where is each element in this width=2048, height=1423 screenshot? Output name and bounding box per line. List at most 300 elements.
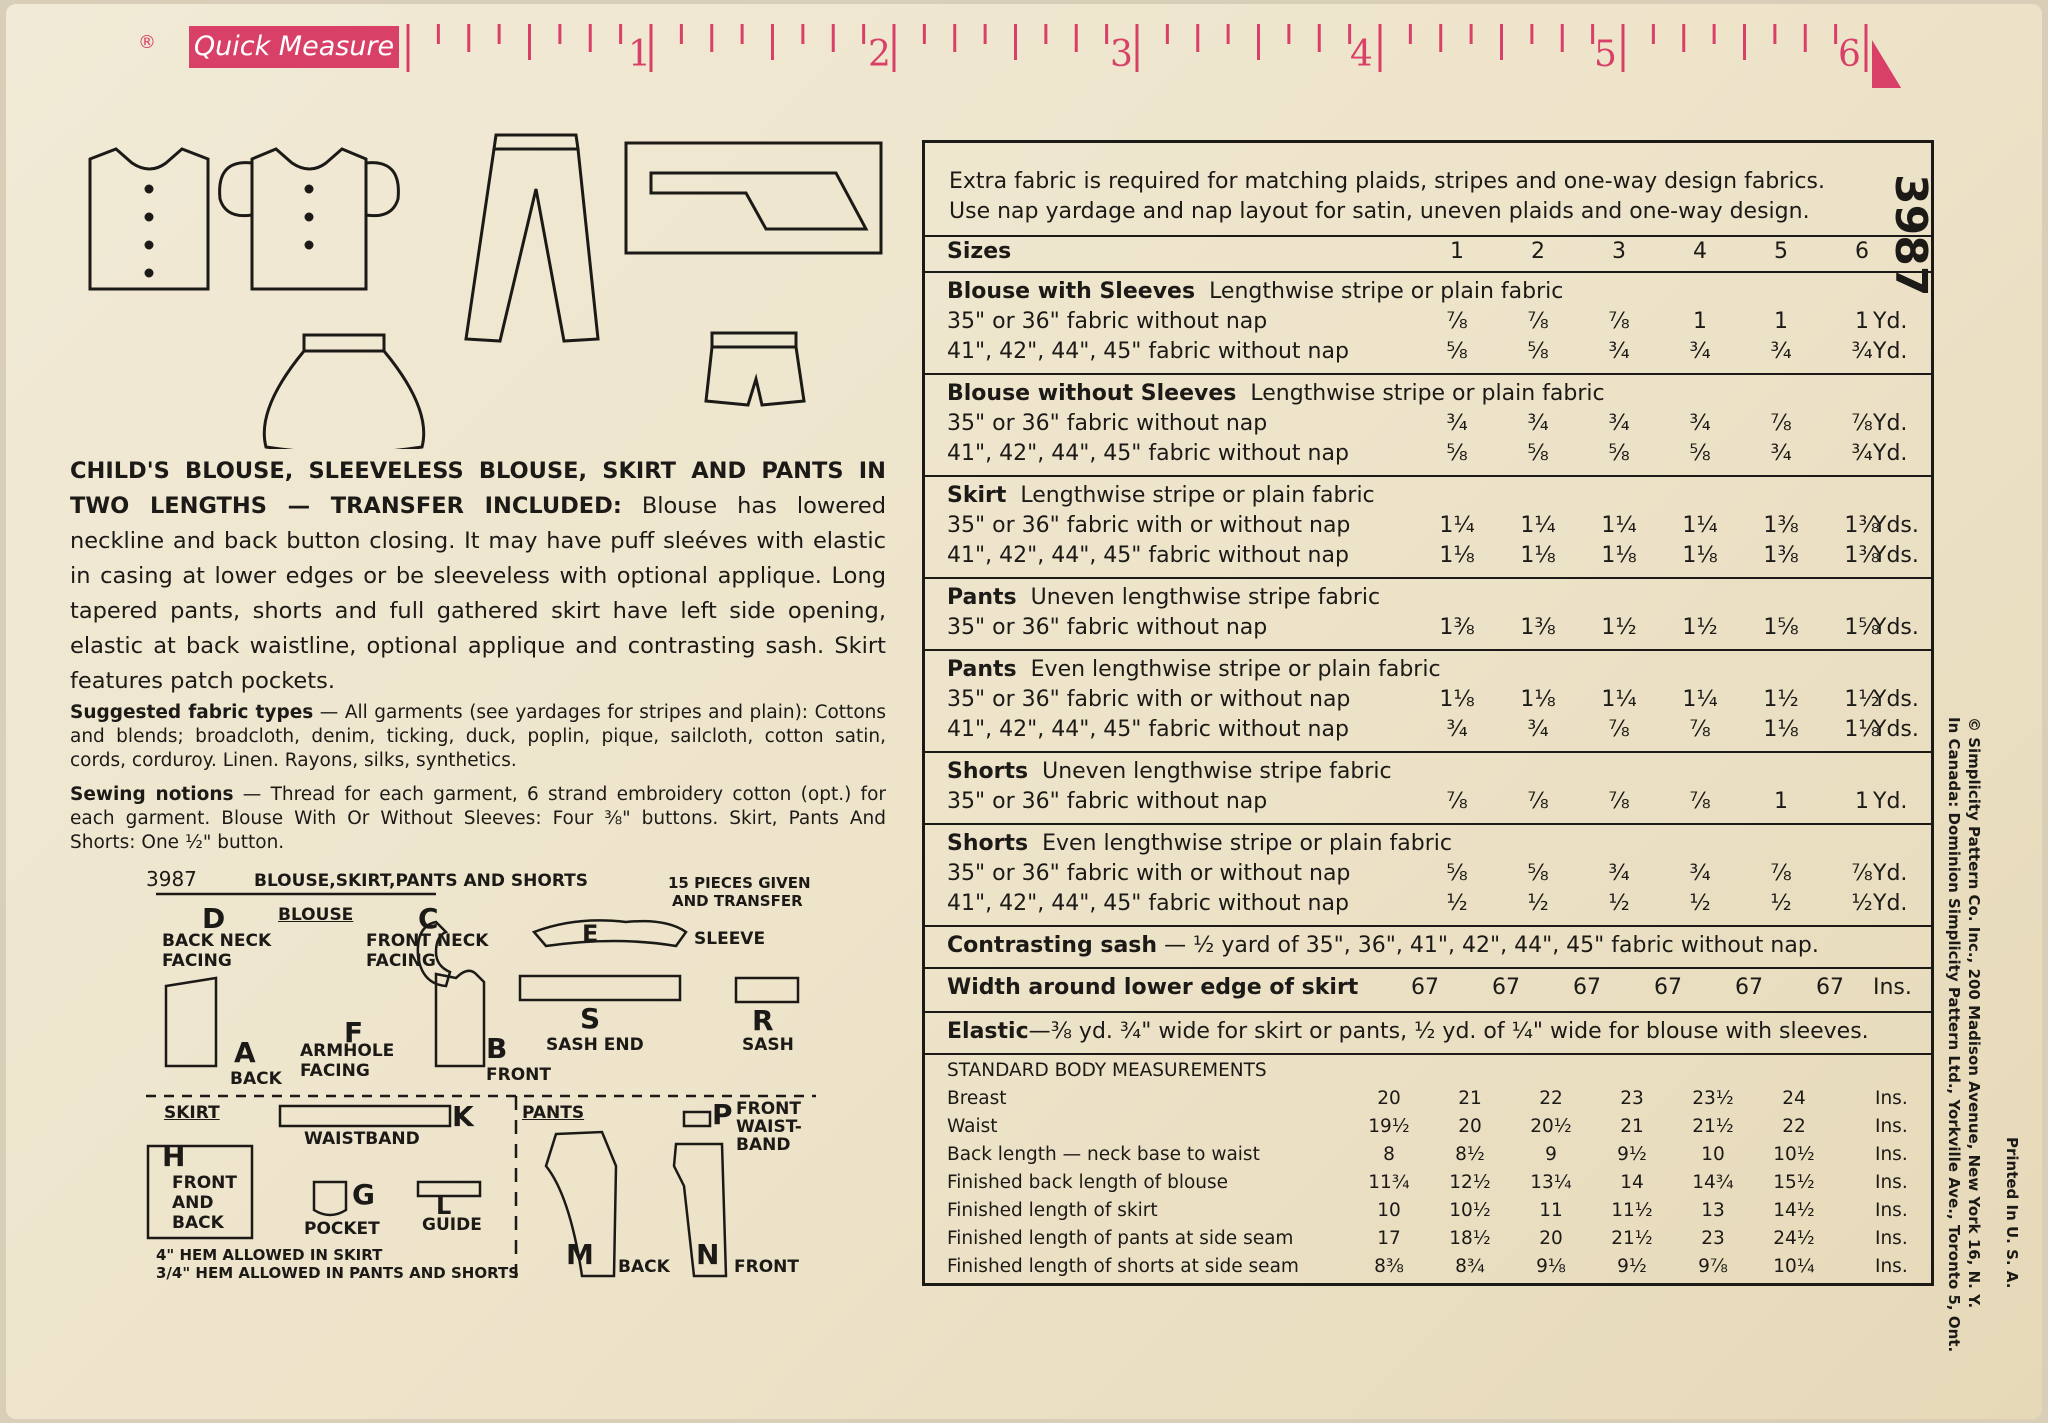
copyright-line-1: © Simplicity Pattern Co. Inc., 200 Madison Avenue, New York 16, N. Y. <box>1965 717 1983 1309</box>
sash-title: Contrasting sash <box>947 933 1158 958</box>
piece-k-label: WAISTBAND <box>304 1129 420 1149</box>
piece-p-label-3: BAND <box>736 1135 791 1155</box>
piece-r-letter: R <box>752 1004 774 1037</box>
shorts-even-row-2-value-3: ½ <box>1608 891 1630 916</box>
skirt-row-2-unit: Yds. <box>1873 543 1919 568</box>
blouse-nosleeves-row-2-value-3: ⅝ <box>1608 441 1630 466</box>
size-2: 2 <box>1531 239 1545 264</box>
measurement-value: 14½ <box>1773 1200 1815 1221</box>
skirt-width-value-1: 67 <box>1411 975 1439 1000</box>
pants-uneven-row-1-unit: Yds. <box>1873 615 1919 640</box>
skirt-row-2-value-2: 1⅛ <box>1520 543 1556 568</box>
shorts-uneven-row-1-value-3: ⅞ <box>1608 789 1630 814</box>
skirt-width-value-5: 67 <box>1735 975 1763 1000</box>
blouse-sleeves-row-1-value-6: 1 <box>1855 309 1869 334</box>
measurement-label: Waist <box>947 1116 998 1137</box>
blouse-sleeves-row-2-value-2: ⅝ <box>1527 339 1549 364</box>
piece-s-label: SASH END <box>546 1035 644 1055</box>
pants-even-row-1-value-2: 1⅛ <box>1520 687 1556 712</box>
piece-s-outline <box>520 976 680 1000</box>
skirt-width-title: Width around lower edge of skirt <box>947 975 1359 1000</box>
sleeved-blouse-drawing <box>220 149 399 289</box>
skirt-row-2-value-1: 1⅛ <box>1439 543 1475 568</box>
measurement-value: 13 <box>1701 1200 1725 1221</box>
blouse-nosleeves-row-2-value-5: ¾ <box>1770 441 1792 466</box>
measurement-value: 10½ <box>1449 1200 1491 1221</box>
piece-l-letter: L <box>436 1192 452 1220</box>
piece-r-label: SASH <box>742 1035 794 1055</box>
blouse-nosleeves-row-2-value-4: ⅝ <box>1689 441 1711 466</box>
blouse-sleeves-row-1-label: 35" or 36" fabric without nap <box>947 309 1268 334</box>
shorts-even-row-1-value-4: ¾ <box>1689 861 1711 886</box>
skirt-drawing <box>264 335 423 449</box>
blouse-nosleeves-row-1-unit: Yd. <box>1873 411 1908 436</box>
chart-rule <box>925 823 1931 825</box>
pieces-count-2: AND TRANSFER <box>672 892 803 910</box>
pants-drawing <box>466 135 598 341</box>
sewing-notions-body: — Thread for each garment, 6 strand embroidery cotton (opt.) for each garment. Blouse With Or Without Sleeves: Four ⅜" buttons. Skirt, Pants And Shorts: One ½" button. <box>70 784 886 853</box>
blouse-nosleeves-row-1-value-6: ⅞ <box>1851 411 1873 436</box>
chart-rule <box>925 271 1931 273</box>
piece-h-label-1: FRONT <box>172 1173 237 1193</box>
piece-c-label-1: FRONT NECK <box>366 931 489 951</box>
copyright-notice <box>1944 717 1984 1353</box>
elastic-title: Elastic <box>947 1019 1029 1044</box>
measurement-unit: Ins. <box>1875 1116 1908 1137</box>
sewing-notions <box>70 783 886 855</box>
pants-uneven-title-row <box>947 583 1927 613</box>
pants-uneven-row-1-value-2: 1⅜ <box>1520 615 1556 640</box>
pattern-description <box>70 454 886 699</box>
shorts-even-row-2-unit: Yd. <box>1873 891 1908 916</box>
pants-even-row-1-unit: Yds. <box>1873 687 1919 712</box>
chart-rule <box>925 373 1931 375</box>
pieces-count-1: 15 PIECES GIVEN <box>668 874 811 892</box>
blouse-sleeves-row-2-label: 41", 42", 44", 45" fabric without nap <box>947 339 1349 364</box>
chart-intro-1: Extra fabric is required for matching plaids, stripes and one-way design fabrics. <box>949 169 1825 194</box>
shorts-uneven-row-1 <box>947 787 1927 817</box>
shorts-even-row-1 <box>947 859 1927 889</box>
measurement-value: 10¼ <box>1773 1256 1815 1277</box>
blouse-header: BLOUSE <box>278 905 354 925</box>
blouse-nosleeves-row-1-value-3: ¾ <box>1608 411 1630 436</box>
description-heading: CHILD'S BLOUSE, SLEEVELESS BLOUSE, SKIRT AND PANTS IN TWO LENGTHS — TRANSFER INCLUDED: <box>70 458 886 519</box>
measurement-row <box>947 1253 1927 1281</box>
pants-uneven-sub: Uneven lengthwise stripe fabric <box>1030 585 1381 610</box>
piece-a-letter: A <box>234 1036 256 1069</box>
piece-c-letter: C <box>418 902 439 935</box>
pants-even-row-1-value-4: 1¼ <box>1682 687 1718 712</box>
pants-even-row-1-value-1: 1⅛ <box>1439 687 1475 712</box>
shorts-uneven-row-1-value-6: 1 <box>1855 789 1869 814</box>
skirt-row-2-value-6: 1⅜ <box>1844 543 1880 568</box>
pattern-pieces-diagram <box>146 866 826 1286</box>
piece-f-label-2: FACING <box>300 1061 370 1081</box>
measurement-row <box>947 1169 1927 1197</box>
measurement-label: Breast <box>947 1088 1007 1109</box>
chart-rule <box>925 751 1931 753</box>
sash-drawing <box>626 143 881 253</box>
shorts-uneven-row-1-value-1: ⅞ <box>1446 789 1468 814</box>
blouse-nosleeves-row-2 <box>947 439 1927 469</box>
piece-b-letter: B <box>486 1032 508 1065</box>
pants-uneven-row-1-value-6: 1⅝ <box>1844 615 1880 640</box>
garment-illustrations <box>66 129 896 449</box>
measurement-unit: Ins. <box>1875 1200 1908 1221</box>
printed-in-usa: Printed In U. S. A. <box>2003 1137 2021 1289</box>
measurement-value: 12½ <box>1449 1172 1491 1193</box>
blouse-nosleeves-row-1-label: 35" or 36" fabric without nap <box>947 411 1268 436</box>
blouse-nosleeves-row-2-label: 41", 42", 44", 45" fabric without nap <box>947 441 1349 466</box>
shorts-uneven-row-1-unit: Yd. <box>1873 789 1908 814</box>
quick-measure-ruler <box>6 4 2042 88</box>
skirt-width-value-3: 67 <box>1573 975 1601 1000</box>
hem-note-1: 4" HEM ALLOWED IN SKIRT <box>156 1246 383 1264</box>
measurement-value: 17 <box>1377 1228 1401 1249</box>
skirt-title: Skirt <box>947 483 1007 508</box>
sash-text: — ½ yard of 35", 36", 41", 42", 44", 45" fabric without nap. <box>1164 933 1819 958</box>
pattern-number-side: 3987 <box>1885 174 1936 297</box>
blouse-nosleeves-title: Blouse without Sleeves <box>947 381 1237 406</box>
measurement-value: 8½ <box>1455 1144 1485 1165</box>
blouse-sleeves-row-1-value-4: 1 <box>1693 309 1707 334</box>
measurement-value: 8¾ <box>1455 1256 1485 1277</box>
skirt-width-value-2: 67 <box>1492 975 1520 1000</box>
quick-measure-label: Quick Measure <box>189 26 399 68</box>
measurement-value: 20 <box>1458 1116 1482 1137</box>
skirt-row-2-value-4: 1⅛ <box>1682 543 1718 568</box>
measurement-value: 19½ <box>1368 1116 1410 1137</box>
measurement-value: 10 <box>1701 1144 1725 1165</box>
piece-e-label: SLEEVE <box>694 929 766 949</box>
piece-p-outline <box>684 1112 710 1126</box>
measurements-title: STANDARD BODY MEASUREMENTS <box>947 1060 1267 1081</box>
skirt-row-2 <box>947 541 1927 571</box>
chart-rule <box>925 925 1931 927</box>
blouse-sleeves-row-2 <box>947 337 1927 367</box>
measurement-value: 21½ <box>1611 1228 1653 1249</box>
pants-even-row-2-value-5: 1⅛ <box>1763 717 1799 742</box>
chart-intro-2: Use nap yardage and nap layout for satin, uneven plaids and one-way design. <box>949 199 1810 224</box>
blouse-nosleeves-row-1-value-1: ¾ <box>1446 411 1468 436</box>
measurement-value: 18½ <box>1449 1228 1491 1249</box>
skirt-width-value-4: 67 <box>1654 975 1682 1000</box>
shorts-even-row-2 <box>947 889 1927 919</box>
sizes-label: Sizes <box>947 239 1012 264</box>
ruler-number-5: 5 <box>1594 34 1617 75</box>
shorts-even-title-row <box>947 829 1927 859</box>
measurement-value: 21 <box>1458 1088 1482 1109</box>
sleeveless-blouse-drawing <box>90 149 208 289</box>
piece-a-outline <box>166 978 216 1066</box>
yardage-chart <box>922 140 1934 1286</box>
measurement-unit: Ins. <box>1875 1256 1908 1277</box>
piece-m-label: BACK <box>618 1257 670 1277</box>
piece-h-letter: H <box>162 1140 186 1173</box>
pants-even-row-2-value-2: ¾ <box>1527 717 1549 742</box>
measurement-value: 11¾ <box>1368 1172 1410 1193</box>
shorts-even-row-1-value-1: ⅝ <box>1446 861 1468 886</box>
skirt-row-1-value-3: 1¼ <box>1601 513 1637 538</box>
pants-even-row-2-value-1: ¾ <box>1446 717 1468 742</box>
measurement-unit: Ins. <box>1875 1228 1908 1249</box>
blouse-sleeves-row-1-value-5: 1 <box>1774 309 1788 334</box>
skirt-row-1 <box>947 511 1927 541</box>
measurement-label: Finished length of pants at side seam <box>947 1228 1294 1249</box>
ruler-number-2: 2 <box>868 34 891 75</box>
blouse-sleeves-row-2-value-1: ⅝ <box>1446 339 1468 364</box>
size-5: 5 <box>1774 239 1788 264</box>
measurement-value: 11½ <box>1611 1200 1653 1221</box>
skirt-title-row <box>947 481 1927 511</box>
description-body: Blouse has lowered neckline and back button closing. It may have puff sleéves with elastic in casing at lower edges or be sleeveless with optional applique. Long tapered pants, shorts and full gathered skirt have left side opening, elastic at back waistline, optional applique and contrasting sash. Skirt features patch pockets. <box>70 493 886 694</box>
skirt-header: SKIRT <box>164 1103 220 1123</box>
measurement-label: Finished length of shorts at side seam <box>947 1256 1299 1277</box>
measurement-value: 9½ <box>1617 1256 1647 1277</box>
piece-k-letter: K <box>452 1100 474 1133</box>
piece-c-label-2: FACING <box>366 951 436 971</box>
piece-p-label-2: WAIST- <box>736 1117 802 1137</box>
chart-rule <box>925 475 1931 477</box>
blouse-nosleeves-row-2-unit: Yd. <box>1873 441 1908 466</box>
pants-uneven-row-1-value-3: 1½ <box>1601 615 1637 640</box>
skirt-width-unit: Ins. <box>1873 975 1912 1000</box>
blouse-nosleeves-row-1-value-2: ¾ <box>1527 411 1549 436</box>
blouse-sleeves-row-2-value-5: ¾ <box>1770 339 1792 364</box>
size-4: 4 <box>1693 239 1707 264</box>
measurement-value: 10½ <box>1773 1144 1815 1165</box>
piece-e-outline <box>534 920 686 946</box>
shorts-uneven-sub: Uneven lengthwise stripe fabric <box>1042 759 1392 784</box>
piece-s-letter: S <box>580 1002 601 1035</box>
shorts-even-row-1-value-5: ⅞ <box>1770 861 1792 886</box>
shorts-uneven-row-1-value-5: 1 <box>1774 789 1788 814</box>
piece-f-letter: F <box>344 1016 364 1049</box>
measurement-row <box>947 1141 1927 1169</box>
measurement-value: 14¾ <box>1692 1172 1734 1193</box>
blouse-sleeves-row-1-unit: Yd. <box>1873 309 1908 334</box>
measurement-value: 20 <box>1377 1088 1401 1109</box>
piece-f-label-1: ARMHOLE <box>300 1041 395 1061</box>
skirt-width-row <box>947 973 1927 1003</box>
measurement-value: 9⅛ <box>1536 1256 1566 1277</box>
piece-p-letter: P <box>712 1098 733 1131</box>
elastic-row <box>947 1017 1927 1047</box>
registered-mark: ® <box>138 32 156 53</box>
piece-n-letter: N <box>696 1238 720 1271</box>
pants-even-row-2-unit: Yds. <box>1873 717 1919 742</box>
measurement-value: 9⅞ <box>1698 1256 1728 1277</box>
copyright-line-2: In Canada: Dominion Simplicity Pattern Ltd., Yorkville Ave., Toronto 5, Ont. <box>1945 717 1963 1353</box>
shorts-drawing <box>706 333 804 405</box>
measurement-label: Finished back length of blouse <box>947 1172 1229 1193</box>
ruler-end-arrow <box>1872 40 1906 88</box>
skirt-row-1-value-4: 1¼ <box>1682 513 1718 538</box>
shorts-even-row-2-value-6: ½ <box>1851 891 1873 916</box>
measurement-value: 24 <box>1782 1088 1806 1109</box>
pants-even-row-1-value-6: 1½ <box>1844 687 1880 712</box>
blouse-nosleeves-row-2-value-2: ⅝ <box>1527 441 1549 466</box>
measurement-label: Back length — neck base to waist <box>947 1144 1260 1165</box>
shorts-even-row-1-value-2: ⅝ <box>1527 861 1549 886</box>
blouse-nosleeves-row-2-value-1: ⅝ <box>1446 441 1468 466</box>
piece-h-label-3: BACK <box>172 1213 224 1233</box>
blouse-sleeves-title-row <box>947 277 1927 307</box>
size-6: 6 <box>1855 239 1869 264</box>
blouse-nosleeves-row-1-value-4: ¾ <box>1689 411 1711 436</box>
measurement-row <box>947 1113 1927 1141</box>
fabric-types <box>70 701 886 773</box>
shorts-even-row-2-value-4: ½ <box>1689 891 1711 916</box>
blouse-sleeves-row-1-value-3: ⅞ <box>1608 309 1630 334</box>
piece-n-label: FRONT <box>734 1257 799 1277</box>
shorts-even-row-2-label: 41", 42", 44", 45" fabric without nap <box>947 891 1349 916</box>
pants-even-row-1-label: 35" or 36" fabric with or without nap <box>947 687 1351 712</box>
measurement-value: 11 <box>1539 1200 1563 1221</box>
elastic-text: —⅜ yd. ¾" wide for skirt or pants, ½ yd. of ¼" wide for blouse with sleeves. <box>1028 1019 1869 1044</box>
blouse-sleeves-title: Blouse with Sleeves <box>947 279 1196 304</box>
skirt-width-value-6: 67 <box>1816 975 1844 1000</box>
pants-even-row-2-label: 41", 42", 44", 45" fabric without nap <box>947 717 1349 742</box>
shorts-even-sub: Even lengthwise stripe or plain fabric <box>1042 831 1452 856</box>
ruler-number-1: 1 <box>628 34 651 75</box>
blouse-sleeves-sub: Lengthwise stripe or plain fabric <box>1209 279 1564 304</box>
measurement-unit: Ins. <box>1875 1144 1908 1165</box>
piece-e-letter: E <box>582 920 599 948</box>
measurement-value: 22 <box>1539 1088 1563 1109</box>
measurement-value: 9 <box>1545 1144 1557 1165</box>
pants-even-title: Pants <box>947 657 1017 682</box>
skirt-row-2-value-3: 1⅛ <box>1601 543 1637 568</box>
measurement-value: 20½ <box>1530 1116 1572 1137</box>
measurement-label: Finished length of skirt <box>947 1200 1158 1221</box>
chart-rule <box>925 1053 1931 1055</box>
shorts-even-row-2-value-2: ½ <box>1527 891 1549 916</box>
pants-uneven-row-1-value-5: 1⅝ <box>1763 615 1799 640</box>
blouse-nosleeves-title-row <box>947 379 1927 409</box>
shorts-uneven-row-1-value-4: ⅞ <box>1689 789 1711 814</box>
blouse-nosleeves-row-2-value-6: ¾ <box>1851 441 1873 466</box>
shorts-uneven-row-1-value-2: ⅞ <box>1527 789 1549 814</box>
blouse-sleeves-row-2-unit: Yd. <box>1873 339 1908 364</box>
pants-even-title-row <box>947 655 1927 685</box>
measurement-unit: Ins. <box>1875 1172 1908 1193</box>
measurement-value: 21½ <box>1692 1116 1734 1137</box>
blouse-nosleeves-sub: Lengthwise stripe or plain fabric <box>1250 381 1605 406</box>
shorts-uneven-title-row <box>947 757 1927 787</box>
measurement-value: 23 <box>1620 1088 1644 1109</box>
pants-even-sub: Even lengthwise stripe or plain fabric <box>1030 657 1441 682</box>
measurement-value: 9½ <box>1617 1144 1647 1165</box>
measurement-value: 13¼ <box>1530 1172 1572 1193</box>
skirt-row-2-value-5: 1⅜ <box>1763 543 1799 568</box>
measurement-row <box>947 1197 1927 1225</box>
ruler-number-6: 6 <box>1838 34 1861 75</box>
measurement-value: 10 <box>1377 1200 1401 1221</box>
size-3: 3 <box>1612 239 1626 264</box>
measurement-value: 23 <box>1701 1228 1725 1249</box>
measurement-value: 20 <box>1539 1228 1563 1249</box>
shorts-even-row-1-value-6: ⅞ <box>1851 861 1873 886</box>
blouse-sleeves-row-1-value-2: ⅞ <box>1527 309 1549 334</box>
pants-uneven-row-1-label: 35" or 36" fabric without nap <box>947 615 1268 640</box>
measurement-value: 8⅜ <box>1374 1256 1404 1277</box>
pants-even-row-1-value-5: 1½ <box>1763 687 1799 712</box>
measurement-row <box>947 1085 1927 1113</box>
shorts-even-row-1-value-3: ¾ <box>1608 861 1630 886</box>
measurements-title-row <box>947 1057 1927 1085</box>
piece-m-letter: M <box>566 1238 594 1271</box>
fabric-types-body: — All garments (see yardages for stripes and plain): Cottons and blends; broadcloth, denim, ticking, duck, poplin, pique, sailcloth, cotton satin, cords, corduroy. Linen. Rayons, silks, synthetics. <box>70 702 886 771</box>
skirt-row-1-value-5: 1⅜ <box>1763 513 1799 538</box>
fabric-types-heading: Suggested fabric types <box>70 702 314 723</box>
piece-p-label-1: FRONT <box>736 1099 801 1119</box>
piece-r-outline <box>736 978 798 1002</box>
shorts-uneven-row-1-label: 35" or 36" fabric without nap <box>947 789 1268 814</box>
sewing-notions-heading: Sewing notions <box>70 784 234 805</box>
pants-even-row-2-value-6: 1⅛ <box>1844 717 1880 742</box>
blouse-sleeves-row-2-value-3: ¾ <box>1608 339 1630 364</box>
chart-rule <box>925 649 1931 651</box>
pants-uneven-row-1-value-4: 1½ <box>1682 615 1718 640</box>
pants-uneven-row-1 <box>947 613 1927 643</box>
shorts-even-row-2-value-1: ½ <box>1446 891 1468 916</box>
chart-rule <box>925 967 1931 969</box>
skirt-row-1-value-2: 1¼ <box>1520 513 1556 538</box>
sizes-row <box>947 237 1927 267</box>
pants-even-row-2-value-3: ⅞ <box>1608 717 1630 742</box>
sash-row <box>947 931 1927 961</box>
pattern-envelope-back <box>6 4 2042 1419</box>
piece-k-outline <box>280 1106 450 1126</box>
skirt-sub: Lengthwise stripe or plain fabric <box>1020 483 1375 508</box>
ruler-number-4: 4 <box>1350 34 1373 75</box>
piece-d-label-1: BACK NECK <box>162 931 272 951</box>
ruler-number-3: 3 <box>1110 34 1133 75</box>
pants-uneven-title: Pants <box>947 585 1017 610</box>
pants-even-row-2 <box>947 715 1927 745</box>
piece-a-label: BACK <box>230 1069 282 1089</box>
pants-even-row-1-value-3: 1¼ <box>1601 687 1637 712</box>
blouse-sleeves-row-2-value-6: ¾ <box>1851 339 1873 364</box>
shorts-uneven-title: Shorts <box>947 759 1029 784</box>
skirt-row-1-unit: Yds. <box>1873 513 1919 538</box>
blouse-sleeves-row-2-value-4: ¾ <box>1689 339 1711 364</box>
shorts-even-row-2-value-5: ½ <box>1770 891 1792 916</box>
hem-note-2: 3/4" HEM ALLOWED IN PANTS AND SHORTS <box>156 1264 519 1282</box>
measurement-value: 14 <box>1620 1172 1644 1193</box>
blouse-nosleeves-row-1-value-5: ⅞ <box>1770 411 1792 436</box>
piece-b-label: FRONT <box>486 1065 551 1085</box>
skirt-row-1-label: 35" or 36" fabric with or without nap <box>947 513 1351 538</box>
shorts-even-row-1-unit: Yd. <box>1873 861 1908 886</box>
measurement-value: 24½ <box>1773 1228 1815 1249</box>
blouse-sleeves-row-1 <box>947 307 1927 337</box>
piece-g-letter: G <box>352 1178 375 1211</box>
piece-h-label-2: AND <box>172 1193 214 1213</box>
shorts-even-title: Shorts <box>947 831 1029 856</box>
piece-d-letter: D <box>202 902 226 935</box>
piece-d-label-2: FACING <box>162 951 232 971</box>
skirt-row-2-label: 41", 42", 44", 45" fabric without nap <box>947 543 1349 568</box>
piece-g-label: POCKET <box>304 1219 380 1239</box>
shorts-even-row-1-label: 35" or 36" fabric with or without nap <box>947 861 1351 886</box>
piece-g-outline <box>314 1182 346 1215</box>
skirt-row-1-value-1: 1¼ <box>1439 513 1475 538</box>
measurement-unit: Ins. <box>1875 1088 1908 1109</box>
skirt-row-1-value-6: 1⅜ <box>1844 513 1880 538</box>
measurement-row <box>947 1225 1927 1253</box>
